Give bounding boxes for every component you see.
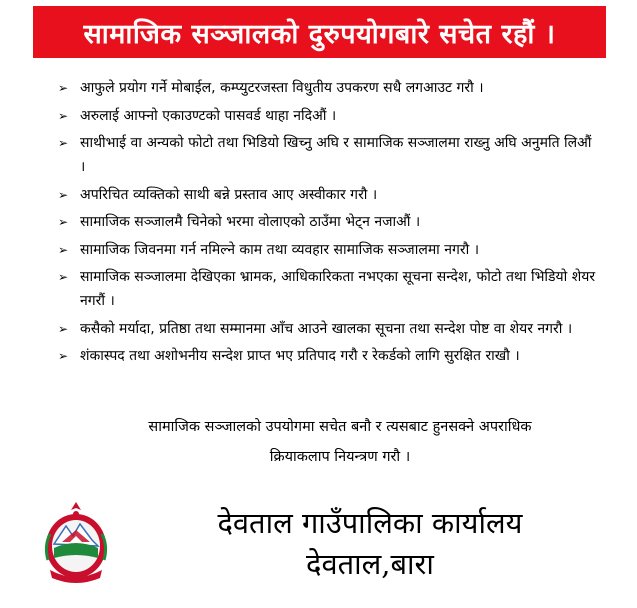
list-item [58, 317, 598, 341]
list-item [58, 131, 598, 179]
arrow-bullet-icon: ➢ [58, 136, 69, 150]
arrow-bullet-icon: ➢ [58, 108, 69, 123]
list-item-text: शंकास्पद तथा अशोभनीय सन्देश प्राप्त भए प्रतिपाद गरौ र रेकर्डको लागि सुरक्षित राखौ । [80, 348, 520, 364]
list-item [58, 265, 598, 313]
list-item [58, 183, 598, 207]
arrow-bullet-icon: ➢ [58, 187, 69, 202]
arrow-bullet-icon: ➢ [58, 242, 69, 257]
list-item [58, 344, 598, 368]
list-item-text: आफुले प्रयोग गर्ने मोबाईल, कम्प्युटरजस्ता विधुतीय उपकरण सधै लगआउट गरौ । [80, 80, 484, 96]
list-item-text: कसैको मर्यादा, प्रतिष्ठा तथा सम्मानमा आँच आउने खालका सूचना तथा सन्देश पोष्ट वा शेयर नगरौ । [80, 320, 573, 337]
advice-list [58, 76, 598, 372]
office-name [120, 503, 620, 585]
arrow-bullet-icon: ➢ [58, 321, 69, 336]
list-item [58, 104, 598, 128]
list-item-text: सामाजिक सञ्जालमै चिनेको भरमा वोलाएको ठाउँमा भेट्न नजाऔं । [80, 214, 421, 230]
arrow-bullet-icon: ➢ [58, 349, 69, 363]
list-item-text: अपरिचित व्यक्तिको साथी बन्ने प्रस्ताव आए अस्वीकार गरौ । [80, 186, 378, 203]
closing-statement [80, 412, 600, 472]
banner-title: सामाजिक सञ्जालको दुरुपयोगबारे सचेत रहौं । [83, 18, 556, 50]
list-item [58, 238, 598, 262]
list-item [58, 76, 598, 100]
list-item-text: सामाजिक सञ्जालमा देखिएका भ्रामक, आधिकारिकता नभएका सूचना सन्देश, फोटो तथा भिडियो शेयर नगरौं । [80, 269, 596, 309]
closing-line-2: क्रियाकलाप नियन्त्रण गरौ । [269, 449, 411, 465]
arrow-bullet-icon: ➢ [58, 81, 69, 95]
arrow-bullet-icon: ➢ [58, 270, 69, 284]
list-item-text: अरुलाई आफ्नो एकाउण्टको पासवर्ड थाहा नदिऔं । [80, 107, 337, 124]
office-line-1: देवताल गाउँपालिका कार्यालय [217, 506, 523, 540]
list-item [58, 210, 598, 234]
page-banner [33, 6, 606, 58]
list-item-text: साथीभाई वा अन्यको फोटो तथा भिडियो खिच्नु अघि र सामाजिक सञ्जालमा राख्नु अघि अनुमति लिऔं । [80, 135, 592, 175]
arrow-bullet-icon: ➢ [58, 215, 69, 229]
office-line-2: देवताल,बारा [306, 547, 434, 581]
nepal-government-emblem-icon [40, 500, 112, 586]
list-item-text: सामाजिक जिवनमा गर्न नमिल्ने काम तथा व्यवहार सामाजिक सञ्जालमा नगरौ । [80, 241, 480, 258]
closing-line-1: सामाजिक सञ्जालको उपयोगमा सचेत बनौ र त्यसबाट हुनसक्ने अपराधिक [148, 419, 532, 435]
